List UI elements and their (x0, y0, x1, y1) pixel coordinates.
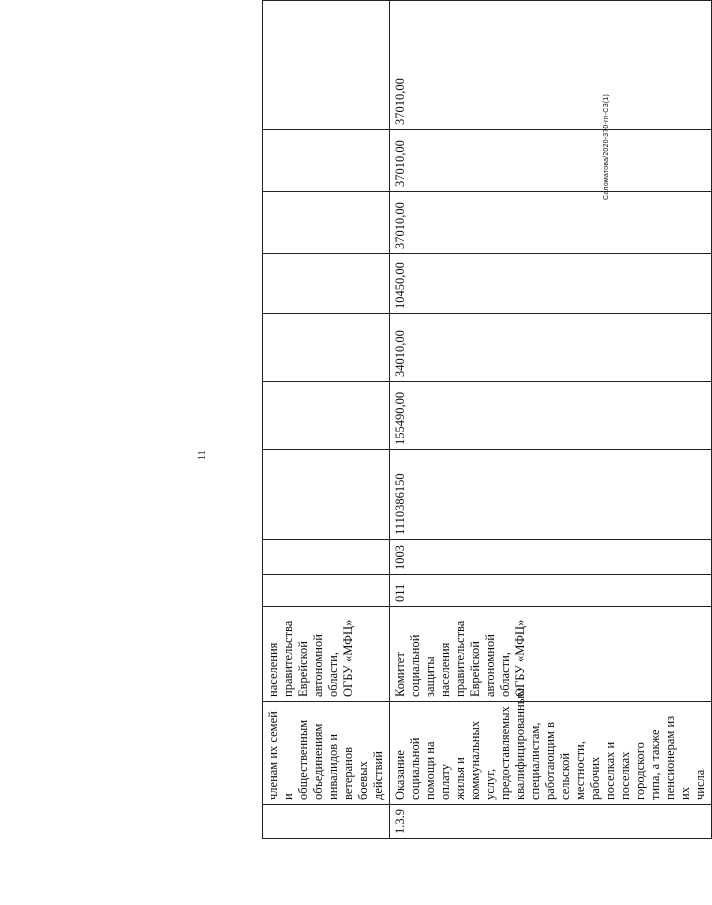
value-year5-cell: 37010,00 (390, 1, 712, 130)
value-year1-cell: 34010,00 (390, 314, 712, 382)
csr-cell: 1110386150 (390, 450, 712, 540)
page-number: 11 (197, 450, 208, 460)
row-number-cell: 1.3.9 (390, 805, 712, 839)
grbs-cell (263, 575, 390, 607)
value-total-cell: 155490,00 (390, 382, 712, 450)
value-year3-cell: 37010,00 (390, 192, 712, 254)
measure-name-cell: членам их семей и общественным объединениям инвалидов и ветеранов боевых действий (263, 702, 390, 805)
row-number-cell (263, 805, 390, 839)
csr-cell (263, 450, 390, 540)
value-year4-cell (263, 130, 390, 192)
measure-name-cell: Оказание социальной помощи на оплату жилья и коммунальных услуг, предоставляемых квалифицированным специалистам, работающим в сельской местности, рабочих поселках и поселках городского типа, а также пенсионерам из их числа (390, 702, 712, 805)
value-year5-cell (263, 1, 390, 130)
executor-cell: населения правительства Еврейской автономной области, ОГБУ «МФЦ» (263, 607, 390, 702)
grbs-cell: 011 (390, 575, 712, 607)
value-total-cell (263, 382, 390, 450)
value-year4-cell: 37010,00 (390, 130, 712, 192)
section-cell (263, 540, 390, 575)
table-row (263, 1, 390, 839)
section-cell: 1003 (390, 540, 712, 575)
value-year2-cell: 10450,00 (390, 254, 712, 314)
table-row (390, 1, 712, 839)
executor-cell: Комитет социальной защиты населения правительства Еврейской автономной области, ОГБУ «МФЦ» (390, 607, 712, 702)
footer-note: Саломатова/2020-370-rn-CЗ(1) (603, 93, 610, 200)
value-year2-cell (263, 254, 390, 314)
program-table (262, 0, 712, 839)
value-year3-cell (263, 192, 390, 254)
value-year1-cell (263, 314, 390, 382)
